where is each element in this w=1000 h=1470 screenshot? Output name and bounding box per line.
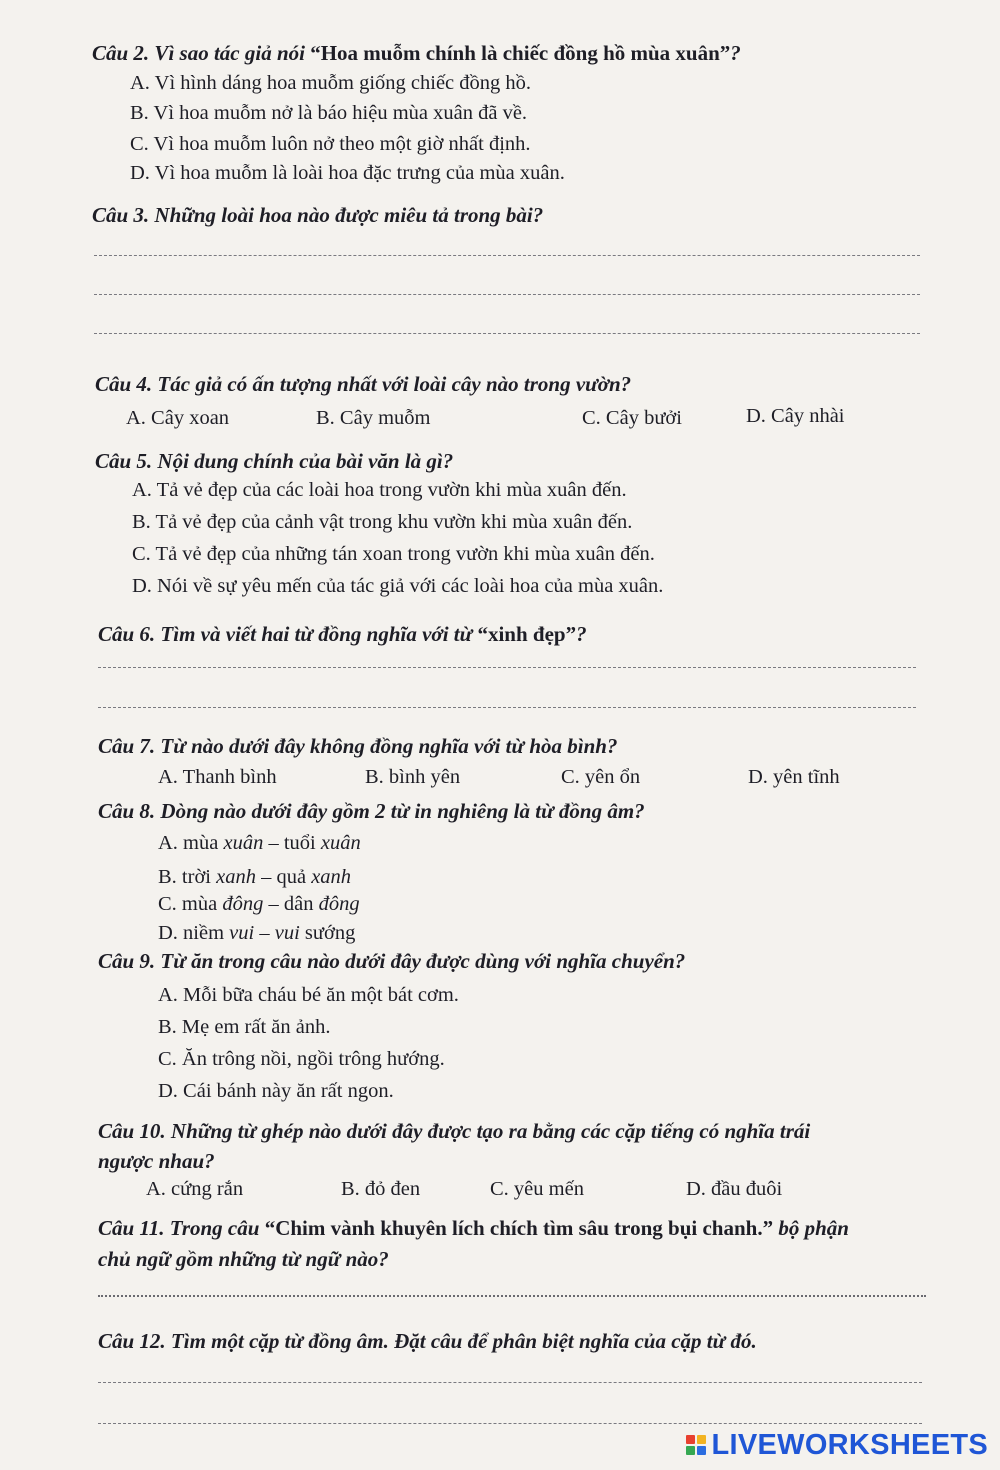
- q8d-p1: D. niềm: [158, 922, 230, 944]
- question-5-option-a[interactable]: A. Tả vẻ đẹp của các loài hoa trong vườn khi mùa xuân đến.: [132, 479, 627, 501]
- logo-square-blue: [697, 1446, 706, 1455]
- q8a-w2: xuân: [320, 832, 361, 854]
- question-8-option-d[interactable]: [158, 920, 355, 946]
- question-3: Câu 3. Những loài hoa nào được miêu tả trong bài?: [92, 203, 544, 227]
- question-2: [92, 40, 741, 66]
- question-4-option-d[interactable]: D. Cây nhài: [746, 405, 845, 427]
- answer-line-11[interactable]: [98, 1295, 926, 1297]
- q8b-p2: – quả: [255, 866, 312, 888]
- question-10-line-2: ngược nhau?: [98, 1149, 215, 1173]
- question-2-option-a[interactable]: A. Vì hình dáng hoa muỗm giống chiếc đồng hồ.: [130, 72, 532, 94]
- answer-line-12-1[interactable]: [98, 1382, 922, 1383]
- question-7-option-a[interactable]: A. Thanh bình: [158, 766, 277, 788]
- answer-line-6-1[interactable]: [98, 667, 916, 668]
- question-12: Câu 12. Tìm một cặp từ đồng âm. Đặt câu để phân biệt nghĩa của cặp từ đó.: [98, 1329, 757, 1353]
- question-4: Câu 4. Tác giả có ấn tượng nhất với loài cây nào trong vườn?: [95, 372, 632, 396]
- q8c-p2: – dân: [263, 893, 319, 915]
- question-5-option-d[interactable]: D. Nói về sự yêu mến của tác giả với các loài hoa của mùa xuân.: [132, 575, 664, 597]
- question-4-option-c[interactable]: C. Cây bưởi: [582, 407, 682, 429]
- question-2-option-b[interactable]: B. Vì hoa muỗm nở là báo hiệu mùa xuân đã về.: [130, 102, 528, 124]
- question-2-prefix: Câu 2. Vì sao tác giả nói: [92, 41, 311, 65]
- question-5: Câu 5. Nội dung chính của bài văn là gì?: [95, 449, 454, 473]
- question-2-suffix: ?: [730, 41, 741, 65]
- question-9-option-c[interactable]: C. Ăn trông nồi, ngồi trông hướng.: [158, 1048, 445, 1070]
- question-8: Câu 8. Dòng nào dưới đây gồm 2 từ in nghiêng là từ đồng âm?: [98, 799, 645, 823]
- question-2-quote: “Hoa muỗm chính là chiếc đồng hồ mùa xuân”: [310, 41, 731, 65]
- question-10-line-1: Câu 10. Những từ ghép nào dưới đây được tạo ra bằng các cặp tiếng có nghĩa trái: [98, 1119, 811, 1143]
- logo-square-green: [686, 1446, 695, 1455]
- question-11-quote: “Chim vành khuyên lích chích tìm sâu trong bụi chanh.”: [264, 1216, 774, 1240]
- answer-line-6-2[interactable]: [98, 707, 916, 708]
- question-5-option-b[interactable]: B. Tả vẻ đẹp của cảnh vật trong khu vườn khi mùa xuân đến.: [132, 511, 633, 533]
- q8d-w2: vui: [274, 922, 300, 944]
- question-7: Câu 7. Từ nào dưới đây không đồng nghĩa với từ hòa bình?: [98, 734, 618, 758]
- question-2-option-c[interactable]: C. Vì hoa muỗm luôn nở theo một giờ nhất định.: [130, 133, 531, 155]
- liveworksheets-text: LIVEWORKSHEETS: [711, 1428, 988, 1461]
- question-8-option-b[interactable]: [158, 864, 351, 890]
- question-9-option-a[interactable]: A. Mỗi bữa cháu bé ăn một bát cơm.: [158, 984, 459, 1006]
- question-6-suffix: ?: [576, 622, 587, 646]
- question-6: [98, 621, 587, 647]
- question-7-option-d[interactable]: D. yên tĩnh: [748, 766, 840, 788]
- liveworksheets-watermark: [686, 1428, 989, 1462]
- question-10-option-b[interactable]: B. đỏ đen: [341, 1178, 421, 1200]
- q8b-w1: xanh: [216, 866, 256, 888]
- answer-line-3-2[interactable]: [94, 294, 920, 295]
- question-9-option-d[interactable]: D. Cái bánh này ăn rất ngon.: [158, 1080, 394, 1102]
- question-4-option-a[interactable]: A. Cây xoan: [126, 407, 230, 429]
- question-9: Câu 9. Từ ăn trong câu nào dưới đây được dùng với nghĩa chuyển?: [98, 949, 686, 973]
- question-4-option-b[interactable]: B. Cây muỗm: [316, 407, 431, 429]
- question-10-option-a[interactable]: A. cứng rắn: [146, 1178, 244, 1200]
- answer-line-3-1[interactable]: [94, 255, 920, 256]
- question-10-option-d[interactable]: D. đầu đuôi: [686, 1178, 783, 1200]
- question-11-line-1: [98, 1215, 849, 1241]
- logo-square-red: [686, 1435, 695, 1444]
- question-6-prefix: Câu 6. Tìm và viết hai từ đồng nghĩa với từ: [98, 622, 478, 646]
- question-5-option-c[interactable]: C. Tả vẻ đẹp của những tán xoan trong vườn khi mùa xuân đến.: [132, 543, 655, 565]
- q8d-p2: –: [254, 922, 275, 944]
- question-10-option-c[interactable]: C. yêu mến: [490, 1178, 584, 1200]
- q8d-p3: sướng: [299, 922, 356, 944]
- logo-square-yellow: [697, 1435, 706, 1444]
- q8c-w1: đông: [222, 893, 264, 915]
- q8a-p1: A. mùa: [158, 832, 224, 854]
- question-11-line-2: chủ ngữ gồm những từ ngữ nào?: [98, 1247, 389, 1271]
- liveworksheets-logo-icon: [686, 1435, 706, 1455]
- question-8-option-c[interactable]: [158, 891, 360, 917]
- question-11-prefix: Câu 11. Trong câu: [98, 1216, 265, 1240]
- q8c-p1: C. mùa: [158, 893, 223, 915]
- question-6-quote: “xinh đẹp”: [477, 622, 577, 646]
- q8c-w2: đông: [318, 893, 360, 915]
- question-11-suffix: bộ phận: [773, 1216, 849, 1240]
- answer-line-12-2[interactable]: [98, 1423, 922, 1424]
- question-7-option-b[interactable]: B. bình yên: [365, 766, 461, 788]
- q8b-p1: B. trời: [158, 866, 217, 888]
- q8d-w1: vui: [229, 922, 255, 944]
- question-7-option-c[interactable]: C. yên ổn: [561, 766, 641, 788]
- q8b-w2: xanh: [311, 866, 352, 888]
- question-9-option-b[interactable]: B. Mẹ em rất ăn ảnh.: [158, 1016, 331, 1038]
- question-2-option-d[interactable]: D. Vì hoa muỗm là loài hoa đặc trưng của mùa xuân.: [130, 162, 565, 184]
- q8a-w1: xuân: [223, 832, 264, 854]
- question-8-option-a[interactable]: [158, 830, 361, 856]
- q8a-p2: – tuổi: [263, 832, 321, 854]
- answer-line-3-3[interactable]: [94, 333, 920, 334]
